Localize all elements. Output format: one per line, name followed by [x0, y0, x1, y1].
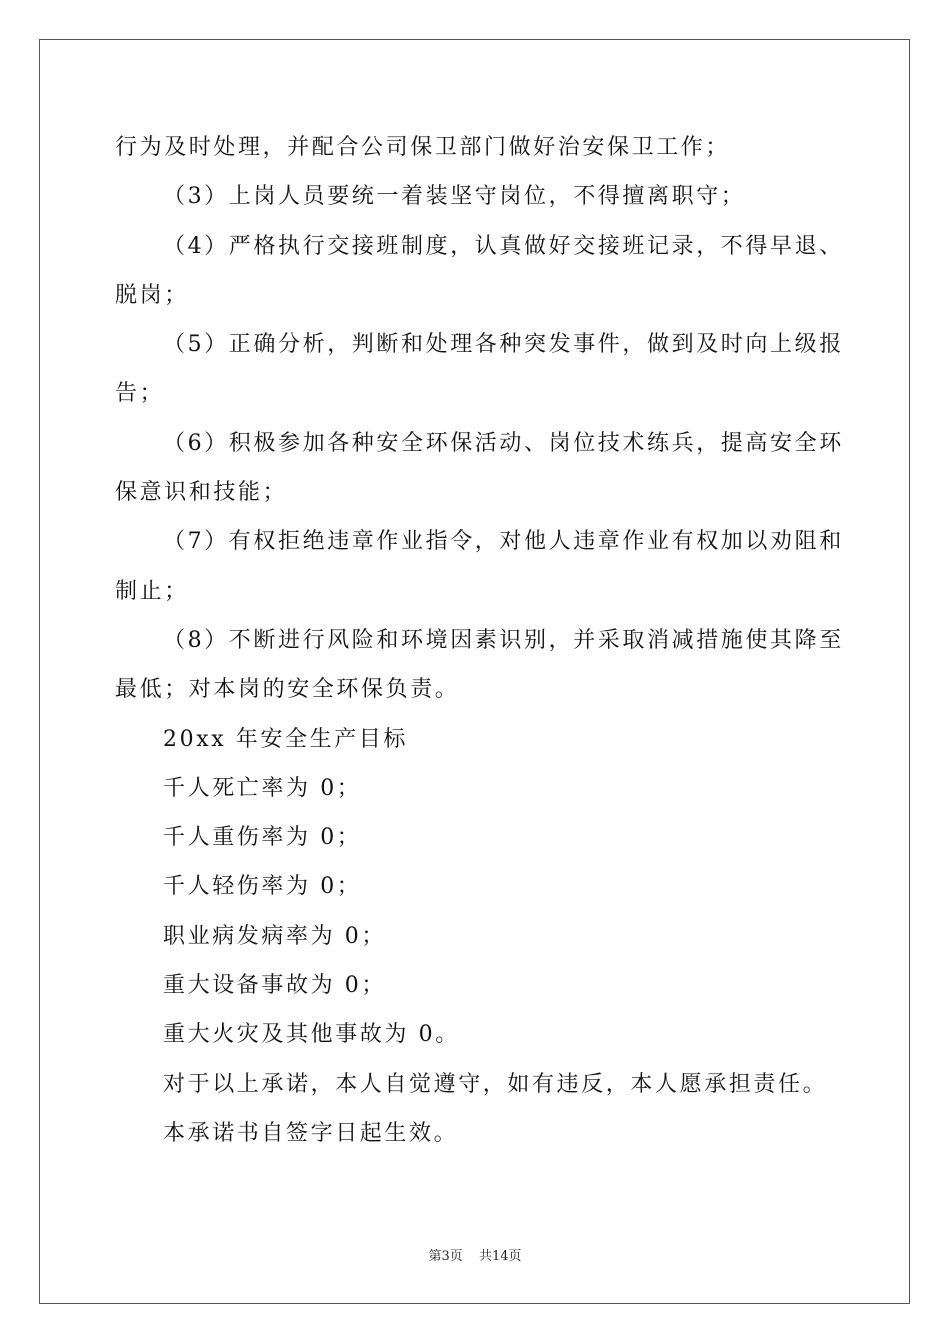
- text-line: 行为及时处理，并配合公司保卫部门做好治安保卫工作；: [115, 135, 731, 160]
- effective-statement: 本承诺书自签字日起生效。: [163, 1120, 459, 1146]
- text-line: 制止；: [115, 578, 189, 604]
- page-total: 共14页: [478, 1249, 522, 1264]
- commitment-statement: 对于以上承诺，本人自觉遵守，如有违反，本人愿承担责任。: [163, 1071, 828, 1097]
- target-item: 千人轻伤率为 0；: [163, 874, 362, 900]
- text-line: 保意识和技能；: [115, 480, 288, 506]
- text-line: （5）正确分析，判断和处理各种突发事件，做到及时向上级报: [163, 332, 844, 358]
- page-footer: [0, 1245, 950, 1264]
- target-item: 千人重伤率为 0；: [163, 825, 362, 851]
- target-item: 重大设备事故为 0；: [163, 973, 386, 999]
- target-item: 重大火灾及其他事故为 0。: [163, 1022, 460, 1048]
- section-heading: 20xx 年安全生产目标: [163, 726, 409, 752]
- page-number: 第3页: [428, 1249, 463, 1264]
- text-line: 告；: [115, 381, 165, 407]
- text-line: （3）上岗人员要统一着装坚守岗位，不得擅离职守；: [163, 184, 746, 210]
- target-item: 职业病发病率为 0；: [163, 923, 386, 949]
- text-line: （6）积极参加各种安全环保活动、岗位技术练兵，提高安全环: [163, 430, 844, 456]
- text-line: （4）严格执行交接班制度，认真做好交接班记录，不得早退、: [163, 233, 844, 259]
- text-line: （8）不断进行风险和环境因素识别，并采取消减措施使其降至: [163, 627, 844, 653]
- text-line: 最低；对本岗的安全环保负责。: [115, 677, 460, 703]
- text-line: （7）有权拒绝违章作业指令，对他人违章作业有权加以劝阻和: [163, 529, 844, 555]
- text-line: 脱岗；: [115, 282, 189, 308]
- target-item: 千人死亡率为 0；: [163, 775, 362, 801]
- document-body: [115, 128, 844, 1163]
